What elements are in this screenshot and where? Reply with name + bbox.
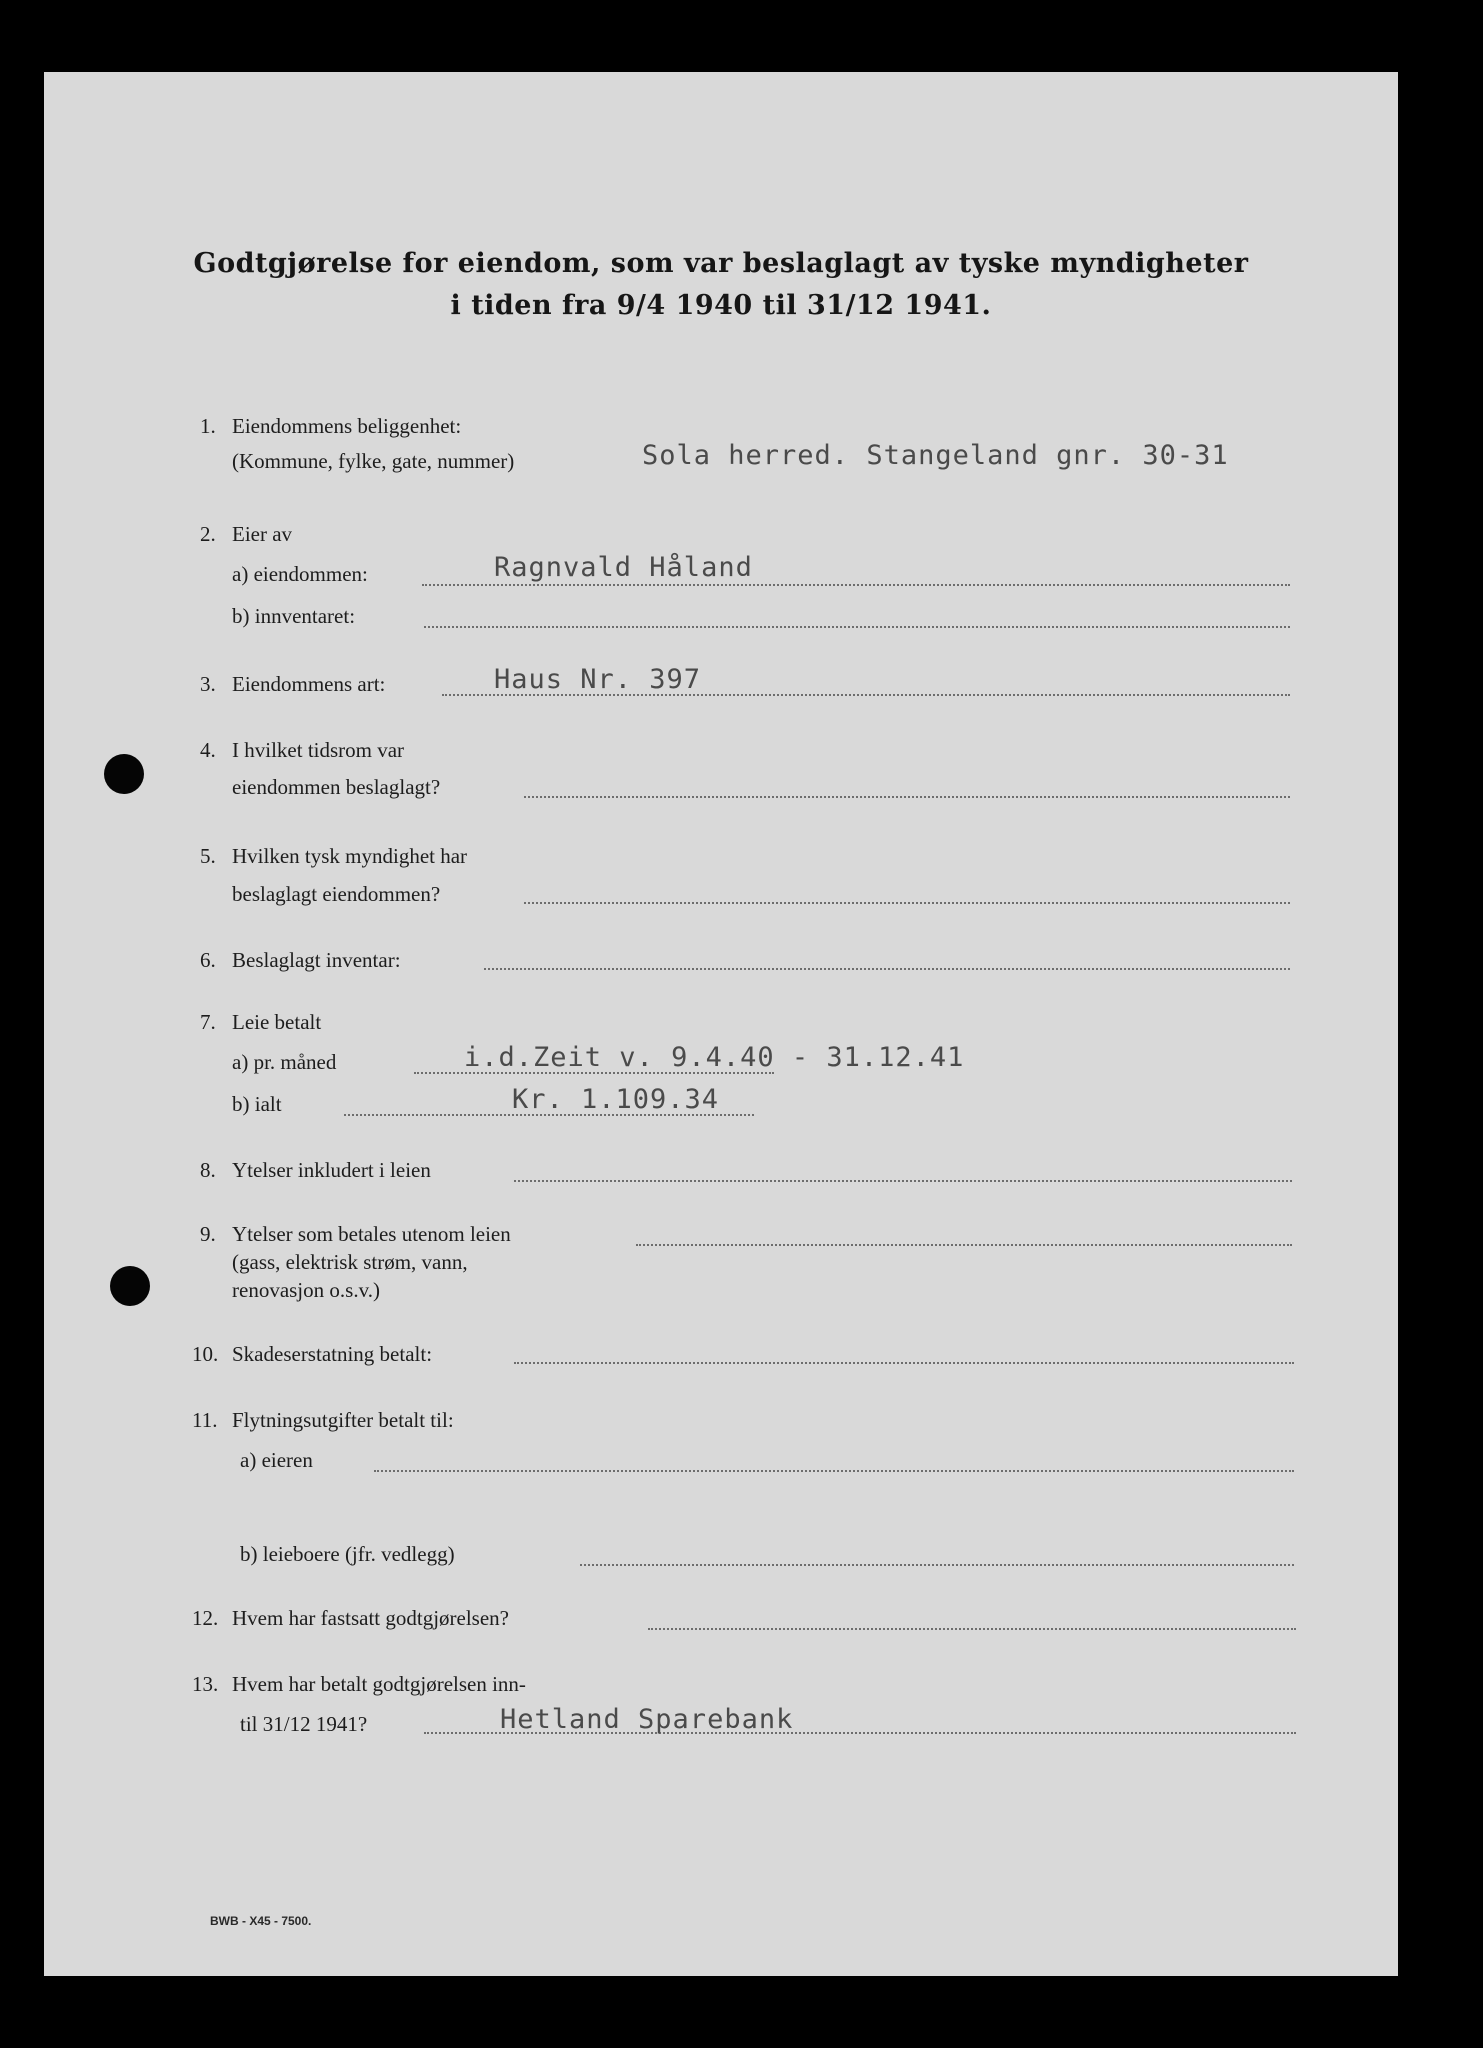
punch-hole-bottom [110, 1266, 150, 1306]
item-7-number: 7. [200, 1010, 216, 1034]
item-13-value: Hetland Sparebank [500, 1704, 794, 1735]
item-11b-line [580, 1564, 1294, 1566]
item-2b-label: b) innventaret: [232, 604, 356, 628]
item-12-label: Hvem har fastsatt godtgjørelsen? [232, 1606, 509, 1630]
item-2a-label: a) eiendommen: [232, 562, 368, 586]
item-10-label: Skadeserstatning betalt: [232, 1342, 433, 1366]
item-1-value: Sola herred. Stangeland gnr. 30-31 [642, 440, 1229, 471]
item-7-label: Leie betalt [232, 1010, 322, 1034]
item-6-line [484, 968, 1290, 970]
item-6-label: Beslaglagt inventar: [232, 948, 401, 972]
item-3-number: 3. [200, 672, 216, 696]
item-12-line [648, 1628, 1296, 1630]
form-title-line-1: Godtgjørelse for eiendom, som var beslaglagt av tyske myndigheter [193, 248, 1249, 279]
item-7a-value: i.d.Zeit v. 9.4.40 - 31.12.41 [464, 1042, 965, 1073]
item-13-label: Hvem har betalt godtgjørelsen inn- [232, 1672, 526, 1696]
item-11-label: Flytningsutgifter betalt til: [232, 1408, 454, 1432]
item-4-number: 4. [200, 738, 216, 762]
item-11-number: 11. [192, 1408, 218, 1432]
item-7a-label: a) pr. måned [232, 1050, 337, 1074]
item-11b-label: b) leieboere (jfr. vedlegg) [240, 1542, 455, 1566]
item-9-number: 9. [200, 1222, 216, 1246]
item-4-line [524, 796, 1290, 798]
item-2b-line [424, 626, 1290, 628]
item-9-sublabel-1: (gass, elektrisk strøm, vann, [232, 1250, 468, 1274]
item-2a-line [422, 584, 1290, 586]
item-1-sublabel: (Kommune, fylke, gate, nummer) [232, 449, 515, 473]
item-8-label: Ytelser inkludert i leien [232, 1158, 431, 1182]
item-4-sublabel: eiendommen beslaglagt? [232, 775, 441, 799]
item-8-number: 8. [200, 1158, 216, 1182]
item-3-value: Haus Nr. 397 [494, 664, 702, 695]
item-11a-line [374, 1470, 1294, 1472]
form-sheet [44, 72, 1398, 1976]
item-2a-value: Ragnvald Håland [494, 552, 753, 583]
print-code: BWB - X45 - 7500. [210, 1914, 312, 1928]
item-1-number: 1. [200, 414, 216, 438]
item-2-number: 2. [200, 522, 216, 546]
item-5-label: Hvilken tysk myndighet har [232, 844, 468, 868]
item-5-line [524, 902, 1290, 904]
item-13-sublabel: til 31/12 1941? [240, 1712, 368, 1736]
item-7b-value: Kr. 1.109.34 [512, 1084, 720, 1115]
item-13-number: 13. [192, 1672, 219, 1696]
item-5-number: 5. [200, 844, 216, 868]
form-title-line-2: i tiden fra 9/4 1940 til 31/12 1941. [450, 290, 992, 321]
item-12-number: 12. [192, 1606, 219, 1630]
item-9-line [636, 1244, 1292, 1246]
item-8-line [514, 1180, 1292, 1182]
item-11a-label: a) eieren [240, 1448, 313, 1472]
punch-hole-top [104, 754, 144, 794]
item-7b-label: b) ialt [232, 1092, 282, 1116]
item-5-sublabel: beslaglagt eiendommen? [232, 882, 441, 906]
item-10-line [514, 1362, 1294, 1364]
item-1-label: Eiendommens beliggenhet: [232, 414, 462, 438]
item-9-sublabel-2: renovasjon o.s.v.) [232, 1278, 380, 1302]
item-6-number: 6. [200, 948, 216, 972]
item-10-number: 10. [192, 1342, 219, 1366]
item-3-label: Eiendommens art: [232, 672, 386, 696]
item-4-label: I hvilket tidsrom var [232, 738, 405, 762]
item-2-label: Eier av [232, 522, 293, 546]
item-9-label: Ytelser som betales utenom leien [232, 1222, 511, 1246]
